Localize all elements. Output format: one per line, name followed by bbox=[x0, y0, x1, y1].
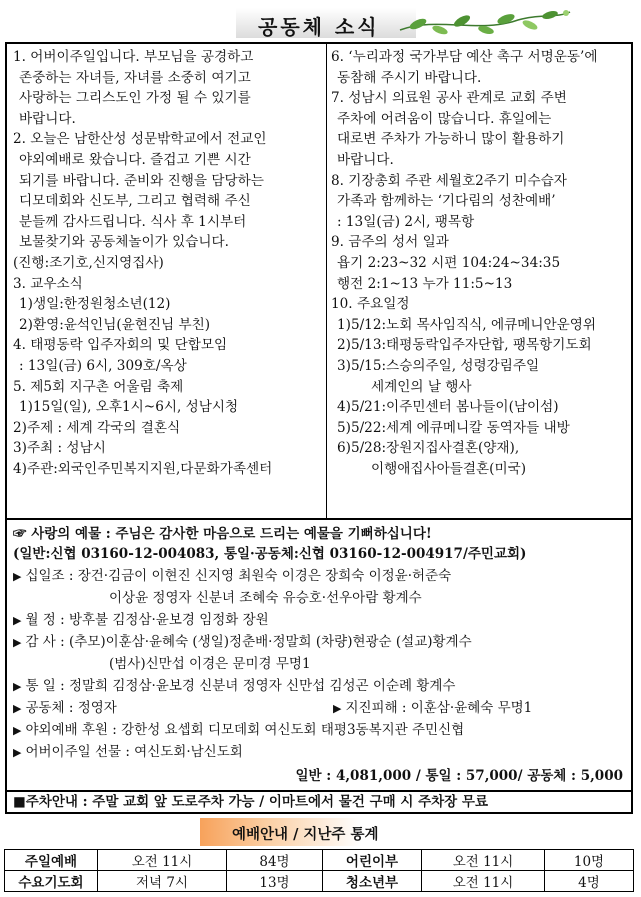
offering-text: 월 정 : 방후불 김정삼·윤보경 임정화 장원 bbox=[25, 612, 269, 628]
news-line: 2)5/13:태평동락입주자단합, 팽목항기도회 bbox=[337, 337, 592, 354]
offering-box bbox=[5, 520, 633, 792]
news-line: : 13일(금) 6시, 309호/옥상 bbox=[19, 357, 187, 374]
worship-name: 어린이부 bbox=[323, 850, 422, 871]
worship-name: 수요기도회 bbox=[5, 871, 98, 892]
page-title: 공동체 소식 bbox=[258, 15, 380, 39]
offering-line-community bbox=[13, 697, 117, 719]
offering-line-outdoor bbox=[13, 719, 464, 741]
right-column bbox=[331, 47, 629, 479]
news-line: 5)5/22:세계 에큐메니칼 동역자들 내방 bbox=[337, 419, 570, 436]
offering-line-thanks bbox=[13, 631, 472, 653]
offering-line-thanks-cont: (범사)신만섭 이경은 문미경 무명1 bbox=[109, 656, 311, 672]
column-divider bbox=[326, 44, 327, 520]
worship-header bbox=[200, 818, 430, 846]
news-line: 1)15일(일), 오후1시~6시, 성남시청 bbox=[19, 399, 239, 416]
news-line: 세계인의 날 행사 bbox=[371, 378, 472, 395]
news-line: 9. 금주의 성서 일과 bbox=[331, 234, 449, 251]
bullet-arrow-icon: ▶ bbox=[13, 724, 22, 737]
news-line: 대로변 주차가 가능하니 많이 활용하기 bbox=[337, 131, 565, 148]
news-line: 5. 제5회 지구촌 어울림 축제 bbox=[13, 378, 184, 395]
parking-notice: ■주차안내 : 주말 교회 앞 도로주차 가능 / 이마트에서 물건 구매 시 주차장 무료 bbox=[5, 792, 633, 814]
offering-line-gift bbox=[13, 741, 243, 763]
news-line: 1. 어버이주일입니다. 부모님을 공경하고 bbox=[13, 49, 254, 65]
bullet-arrow-icon: ▶ bbox=[333, 702, 342, 715]
bullet-arrow-icon: ▶ bbox=[13, 570, 22, 583]
news-line: 바랍니다. bbox=[19, 110, 76, 127]
news-line: 3)5/15:스승의주일, 성령강림주일 bbox=[337, 357, 540, 374]
worship-time: 오전 11시 bbox=[98, 850, 227, 871]
news-line: 존중하는 자녀들, 자녀를 소중히 여기고 bbox=[19, 69, 251, 86]
leaf-vine-icon bbox=[398, 8, 573, 38]
news-line: 욥기 2:23~32 시편 104:24~34:35 bbox=[337, 254, 561, 271]
news-line: 동참해 주시기 바랍니다. bbox=[337, 69, 482, 86]
news-line: 야외예배로 왔습니다. 즐겁고 기쁜 시간 bbox=[19, 151, 251, 168]
news-line: 행전 2:1~13 누가 11:5~13 bbox=[337, 275, 513, 292]
news-line: 2)환영:윤석인님(윤현진님 부친) bbox=[19, 316, 211, 333]
offering-text: 통 일 : 정말희 김정삼·윤보경 신분녀 정영자 신만섭 김성곤 이순례 황계수 bbox=[25, 678, 456, 694]
header bbox=[236, 8, 571, 38]
news-line: : 13일(금) 2시, 팽목항 bbox=[337, 213, 475, 230]
offering-accounts: (일반:신협 03160-12-004083, 통일·공동체:신협 03160-12-004917/주민교회) bbox=[13, 546, 527, 562]
table-row bbox=[5, 850, 634, 871]
news-line: 주차에 어려움이 많습니다. 휴일에는 bbox=[337, 110, 552, 127]
news-line: 3. 교우소식 bbox=[13, 275, 83, 292]
news-line: 3)주최 : 성남시 bbox=[13, 440, 106, 457]
worship-time: 저녁 7시 bbox=[98, 871, 227, 892]
offering-text: 어버이주일 선물 : 여신도회·남신도회 bbox=[25, 744, 243, 760]
news-line: 1)생일:한정원청소년(12) bbox=[19, 296, 171, 313]
worship-name: 주일예배 bbox=[5, 850, 98, 871]
news-line: 가족과 함께하는 ‘기다림의 성찬예배’ bbox=[337, 193, 556, 210]
bullet-arrow-icon: ▶ bbox=[13, 702, 22, 715]
news-line: 보물찾기와 공동체놀이가 있습니다. bbox=[19, 234, 229, 251]
news-line: 바랍니다. bbox=[337, 151, 394, 168]
bullet-arrow-icon: ▶ bbox=[13, 746, 22, 759]
worship-count: 10명 bbox=[545, 850, 634, 871]
left-column bbox=[13, 47, 321, 479]
news-line: 4)5/21:이주민센터 봄나들이(남이섬) bbox=[337, 399, 559, 416]
news-line: 10. 주요일정 bbox=[331, 296, 410, 313]
worship-name: 청소년부 bbox=[323, 871, 422, 892]
news-line: 분들께 감사드립니다. 식사 후 1시부터 bbox=[19, 213, 247, 230]
bullet-arrow-icon: ▶ bbox=[13, 680, 22, 693]
offering-text: 공동체 : 정영자 bbox=[25, 700, 117, 716]
news-line: 7. 성남시 의료원 공사 관계로 교회 주변 bbox=[331, 90, 567, 107]
news-line: 2)주제 : 세계 각국의 결혼식 bbox=[13, 419, 181, 436]
news-line: 이행애집사아들결혼(미국) bbox=[371, 460, 527, 477]
offering-line-unity bbox=[13, 675, 455, 697]
bullet-arrow-icon: ▶ bbox=[13, 614, 22, 627]
offering-heading: ☞ 사랑의 예물 : 주님은 감사한 마음으로 드리는 예물을 기뻐하십니다! bbox=[13, 526, 432, 542]
news-line: 8. 기장총회 주관 세월호2주기 미수습자 bbox=[331, 172, 567, 189]
worship-stats-table bbox=[4, 849, 634, 892]
bullet-arrow-icon: ▶ bbox=[13, 636, 22, 649]
news-line: 6. ‘누리과정 국가부담 예산 촉구 서명운동’에 bbox=[331, 49, 598, 65]
offering-text: 십일조 : 장건·김금이 이현진 신지영 최원숙 이경은 장희숙 이정윤·허준숙 bbox=[25, 568, 452, 584]
news-line: 4)주관:외국인주민복지지원,다문화가족센터 bbox=[13, 460, 273, 477]
news-line: 디모데회와 신도부, 그리고 협력해 주신 bbox=[19, 193, 251, 210]
offering-line-monthly bbox=[13, 609, 269, 631]
table-row bbox=[5, 871, 634, 892]
news-line: 4. 태평동락 입주자회의 및 단합모임 bbox=[13, 337, 228, 354]
news-line: (진행:조기호,신지영집사) bbox=[13, 254, 164, 271]
offering-line-tithe bbox=[13, 565, 451, 587]
news-line: 사랑하는 그리스도인 가정 될 수 있기를 bbox=[19, 90, 251, 107]
offering-text: 야외예배 후원 : 강한성 요셉회 디모데회 여신도회 태평3동복지관 주민신협 bbox=[25, 722, 465, 738]
offering-line-tithe-cont: 이상윤 정영자 신분녀 조혜숙 유승호·선우아람 황계수 bbox=[109, 590, 422, 606]
offering-totals: 일반 : 4,081,000 / 통일 : 57,000/ 공동체 : 5,000 bbox=[295, 768, 623, 784]
news-line: 1)5/12:노회 목사임직식, 에큐메니안운영위 bbox=[337, 316, 596, 333]
offering-text: 지진피해 : 이훈삼·윤혜숙 무명1 bbox=[345, 700, 533, 716]
news-box bbox=[5, 42, 633, 520]
worship-count: 84명 bbox=[227, 850, 323, 871]
offering-line-disaster bbox=[333, 697, 532, 719]
news-line: 2. 오늘은 남한산성 성문밖학교에서 전교인 bbox=[13, 131, 267, 148]
worship-title: 예배안내 / 지난주 통계 bbox=[232, 826, 379, 843]
offering-text: 감 사 : (추모)이훈삼·윤혜숙 (생일)정춘배·정말희 (차량)현광순 (설교)황계수 bbox=[25, 634, 472, 650]
worship-count: 4명 bbox=[545, 871, 634, 892]
worship-time: 오전 11시 bbox=[422, 871, 545, 892]
news-line: 6)5/28:장원지집사결혼(양재), bbox=[337, 440, 520, 457]
news-line: 되기를 바랍니다. 준비와 진행을 담당하는 bbox=[19, 172, 264, 189]
worship-count: 13명 bbox=[227, 871, 323, 892]
worship-time: 오전 11시 bbox=[422, 850, 545, 871]
